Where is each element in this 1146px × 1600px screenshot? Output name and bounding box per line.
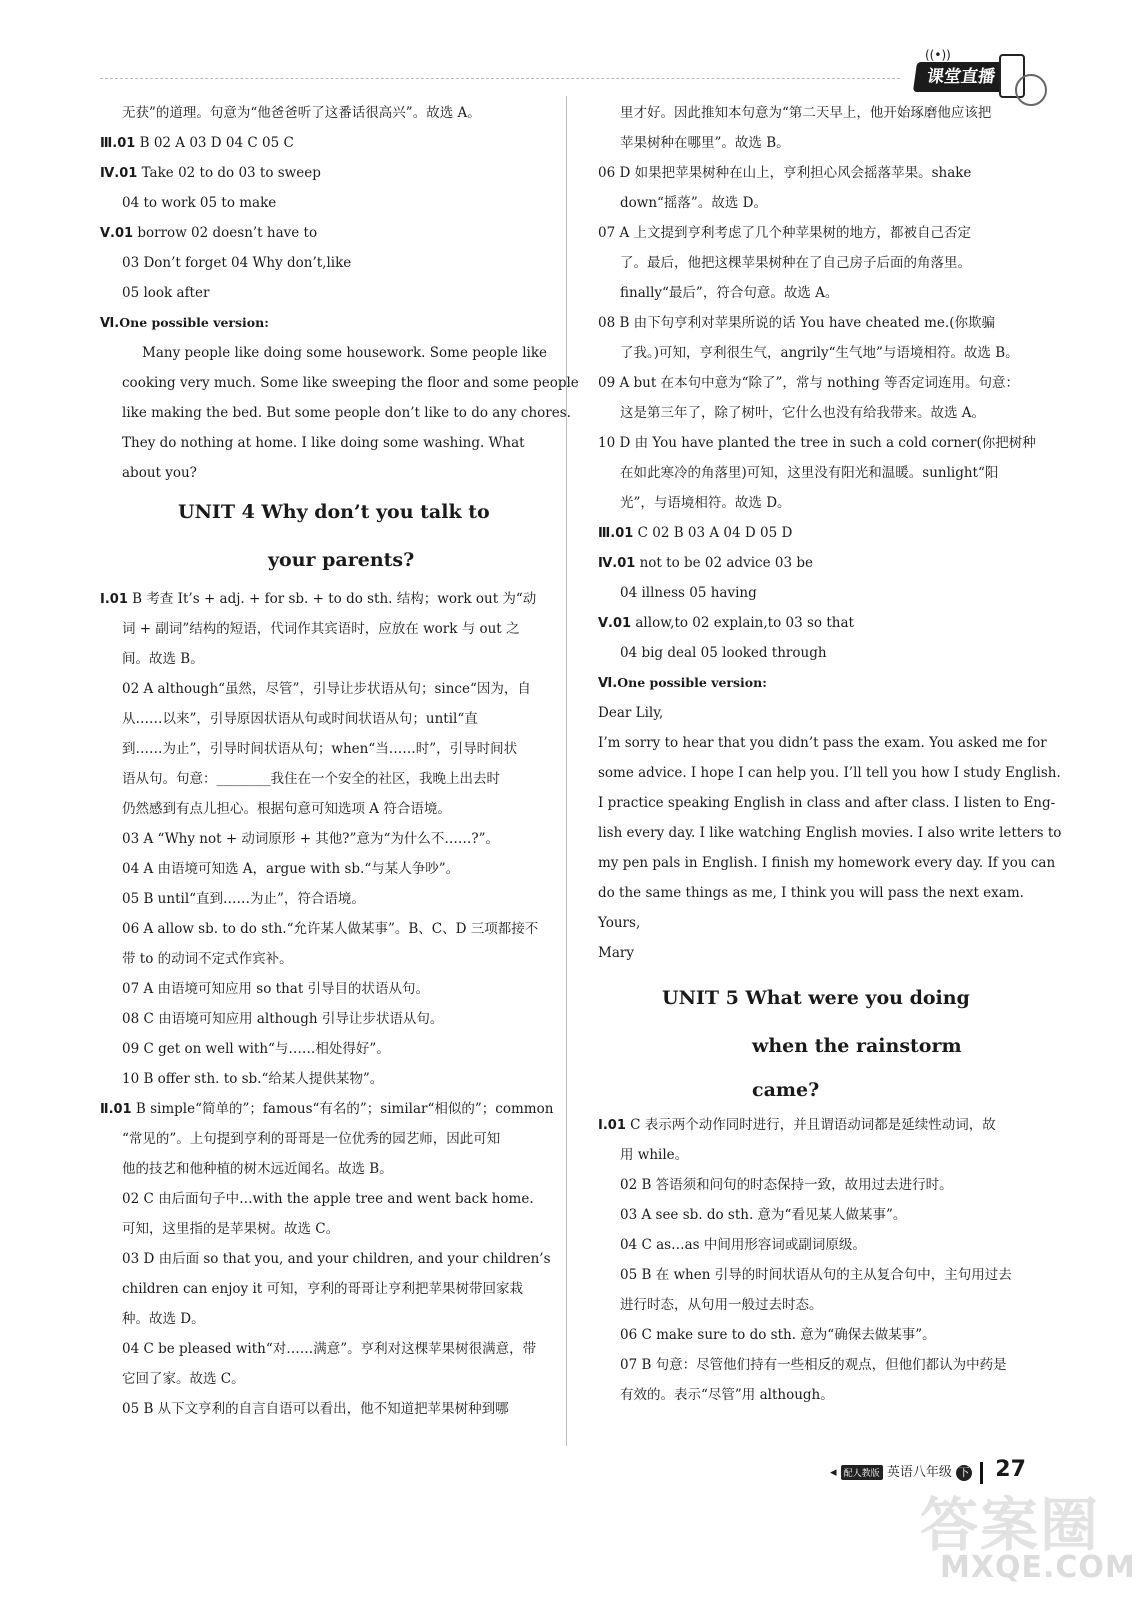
right-line [598,578,1038,608]
left-column [100,98,579,1424]
left-line [100,1064,560,1094]
line-text: 05 B 在 when 引导的时间状语从句的主从复合句中，主句用过去 [620,1267,1012,1283]
line-text: 07 A 由语境可知应用 so that 引导目的状语从句。 [122,981,430,997]
left-line [100,1394,560,1424]
question-label: Ⅰ.01 [100,592,128,607]
question-label: Ⅴ.01 [100,226,134,241]
left-line [100,188,560,218]
line-text: I’m sorry to hear that you didn’t pass the exam. You asked me for [598,735,1047,751]
left-line [100,1214,560,1244]
signal-icon: ((•)) [925,48,951,62]
question-label: Ⅵ. [100,316,120,331]
left-line [100,794,560,824]
line-text: I practice speaking English in class and after class. I listen to Eng- [598,795,1056,811]
line-text: borrow 02 doesn’t have to [133,225,318,241]
right-line [598,158,1038,188]
line-text: 05 B until“直到……为止”，符合语境。 [122,891,365,907]
right-line [598,218,1038,248]
line-text: 08 C 由语境可知应用 although 引导让步状语从句。 [122,1011,444,1027]
line-text: 有效的。表示“尽管”用 although。 [620,1387,834,1403]
right-line [598,458,1038,488]
line-text: Take 02 to do 03 to sweep [137,165,321,181]
line-text: 07 A 上文提到亨利考虑了几个种苹果树的地方，都被自己否定 [598,225,972,241]
line-text: 里才好。因此推知本句意为“第二天早上，他开始琢磨他应该把 [620,105,992,121]
line-text: 04 illness 05 having [620,585,757,601]
line-text: Many people like doing some housework. Some people like [142,345,548,361]
line-text: B simple“简单的”；famous“有名的”；similar“相似的”；common [131,1101,554,1117]
line-text: lish every day. I like watching English movies. I also write letters to [598,825,1062,841]
line-text: 02 A although“虽然，尽管”，引导让步状语从句；since“因为，自 [122,681,531,697]
right-line [598,248,1038,278]
left-line [100,1124,560,1154]
line-text: 光”，与语境相符。故选 D。 [620,495,791,511]
header-dashed-line [100,78,900,79]
left-line [100,398,571,428]
left-line [100,914,560,944]
line-text: 03 A “Why not + 动词原形 + 其他?”意为“为什么不……?”。 [122,831,499,847]
line-text: 08 B 由下句亨利对苹果所说的话 You have cheated me.(你欺骗 [598,315,995,331]
line-text: One possible version: [119,315,269,330]
line-text: 仍然感到有点儿担心。根据句意可知选项 A 符合语境。 [122,801,451,817]
question-label: Ⅲ.01 [598,526,634,541]
right-line [598,1320,1038,1350]
left-line [100,428,560,458]
left-line [100,1004,560,1034]
right-line [598,878,1038,908]
line-text: 带 to 的动词不定式作宾补。 [122,951,293,967]
line-text: 04 C as…as 中间用形容词或副词原级。 [620,1237,866,1253]
question-label: Ⅳ.01 [598,556,636,571]
edition-tag: 配人教版 [841,1465,883,1480]
line-text: 这是第三年了，除了树叶，它什么也没有给我带来。故选 A。 [620,405,986,421]
page-number: 27 [995,1457,1026,1482]
question-label: Ⅳ.01 [100,166,138,181]
right-column [598,98,1062,1410]
line-text: 04 to work 05 to make [122,195,277,211]
watermark-url: MXQE.COM [940,1550,1136,1585]
line-text: 种。故选 D。 [122,1311,205,1327]
left-line [100,1304,560,1334]
line-text: 09 C get on well with“与……相处得好”。 [122,1041,390,1057]
left-line [100,458,560,488]
line-text: C 02 B 03 A 04 D 05 D [633,525,793,541]
left-line [100,338,560,368]
watermark-logo: 答案圈 [920,1491,1101,1559]
question-label: Ⅱ.01 [100,1102,132,1117]
right-line [598,1200,1038,1230]
left-line [100,734,560,764]
unit5-title-line2: when the rainstorm [752,1035,962,1057]
line-text: B 考查 It’s + adj. + for sb. + to do sth. 结构；work out 为“动 [127,591,537,607]
left-line [100,218,560,248]
line-text: 06 D 如果把苹果树种在山上，亨利担心风会摇落苹果。shake [598,165,972,181]
line-text: 可知，这里指的是苹果树。故选 C。 [122,1221,340,1237]
line-text: children can enjoy it 可知，亨利的哥哥让亨利把苹果树带回家栽 [122,1281,524,1297]
line-text: not to be 02 advice 03 be [635,555,813,571]
left-line [100,278,560,308]
line-text: 到……为止”，引导时间状语从句；when“当……时”，引导时间状 [122,741,518,757]
left-line [100,368,579,398]
right-line [598,1260,1038,1290]
left-line [100,158,560,188]
question-label: Ⅵ. [598,676,618,691]
left-line [100,128,560,158]
line-text: 02 B 答语须和问句的时态保持一致，故用过去进行时。 [620,1177,953,1193]
line-text: “常见的”。上句提到亨利的哥哥是一位优秀的园艺师，因此可知 [122,1131,501,1147]
line-text: Mary [598,945,634,961]
left-line [100,1364,560,1394]
line-text: 03 A see sb. do sth. 意为“看见某人做某事”。 [620,1207,907,1223]
right-line [598,698,1038,728]
left-line [100,1184,560,1214]
left-line [100,614,560,644]
question-label: Ⅴ.01 [598,616,632,631]
left-line [100,854,560,884]
right-line [598,548,1038,578]
right-line [598,308,1038,338]
right-line [598,278,1038,308]
right-line [598,1140,1038,1170]
line-text: They do nothing at home. I like doing some washing. What [122,435,525,451]
line-text: 05 look after [122,285,210,301]
question-label: Ⅰ.01 [598,1118,626,1133]
line-text: 用 while。 [620,1147,689,1163]
line-text: cooking very much. Some like sweeping the floor and some people [122,375,579,391]
left-line [100,974,560,1004]
right-line [598,368,1038,398]
line-text: 05 B 从下文亨利的自言自语可以看出，他不知道把苹果树种到哪 [122,1401,509,1417]
line-text: 06 C make sure to do sth. 意为“确保去做某事”。 [620,1327,936,1343]
line-text: 苹果树种在哪里”。故选 B。 [620,135,790,151]
right-line [598,338,1038,368]
left-line [100,704,560,734]
line-text: 了。最后，他把这棵苹果树种在了自己房子后面的角落里。 [620,255,971,271]
right-line [598,788,1056,818]
line-text: 09 A but 在本句中意为“除了”，常与 nothing 等否定词连用。句意： [598,375,1020,391]
left-line [100,824,560,854]
line-text: 间。故选 B。 [122,651,204,667]
left-line [100,884,560,914]
line-text: 他的技艺和他种植的树木远近闻名。故选 B。 [122,1161,393,1177]
right-line [598,608,1038,638]
right-line [598,98,1038,128]
right-line [598,128,1038,158]
left-line [100,764,560,794]
left-line [100,1274,560,1304]
line-text: finally“最后”，符合句意。故选 A。 [620,285,839,301]
line-text: like making the bed. But some people don’t like to do any chores. [122,405,571,421]
term-badge: 下 [956,1465,972,1481]
unit5-title-line3: came? [752,1079,820,1101]
line-text: B 02 A 03 D 04 C 05 C [135,135,294,151]
right-line [598,638,1038,668]
left-line [100,248,560,278]
line-text: allow,to 02 explain,to 03 so that [631,615,854,631]
right-line [598,1110,1038,1140]
unit4-title-line2: your parents? [268,549,415,571]
line-text: 03 D 由后面 so that you, and your children, and your children’s [122,1251,551,1267]
line-text: 在如此寒冷的角落里)可知，这里没有阳光和温暖。sunlight“阳 [620,465,999,481]
line-text: 10 D 由 You have planted the tree in such a cold corner(你把树种 [598,435,1036,451]
line-text: 语从句。句意：________我住在一个安全的社区，我晚上出去时 [122,771,500,787]
right-line [598,818,1062,848]
line-text: One possible version: [617,675,767,690]
right-line [598,728,1047,758]
left-line [100,1094,560,1124]
left-line [100,944,560,974]
line-text: 词 + 副词”结构的短语，代词作其宾语时，应放在 work 与 out 之 [122,621,520,637]
left-line [100,674,560,704]
right-line [598,518,1038,548]
line-text: 07 B 句意：尽管他们持有一些相反的观点，但他们都认为中药是 [620,1357,1007,1373]
unit4-title-line1: UNIT 4 Why don’t you talk to [178,501,490,523]
line-text: Yours, [598,915,641,931]
left-line [100,1034,560,1064]
left-line [100,98,560,128]
line-text: my pen pals in English. I finish my homework every day. If you can [598,855,1056,871]
right-line [598,428,1038,458]
right-line [598,1380,1038,1410]
line-text: 04 big deal 05 looked through [620,645,827,661]
right-line [598,1230,1038,1260]
left-line [100,1154,560,1184]
line-text: down“摇落”。故选 D。 [620,195,767,211]
line-text: 10 B offer sth. to sb.“给某人提供某物”。 [122,1071,384,1087]
right-line [598,188,1038,218]
left-line [100,308,560,338]
right-line [598,398,1038,428]
line-text: 无获”的道理。句意为“他爸爸听了这番话很高兴”。故选 A。 [122,105,481,121]
line-text: about you? [122,465,197,481]
right-line [598,1170,1038,1200]
left-line [100,1334,560,1364]
line-text: Dear Lily, [598,705,664,721]
line-text: 它回了家。故选 C。 [122,1371,245,1387]
right-line [598,758,1061,788]
right-line [598,1290,1038,1320]
arrow-left-icon: ◂ [830,1465,837,1480]
line-text: 了我。)可知，亨利很生气，angrily“生气地”与语境相符。故选 B。 [620,345,1019,361]
column-divider [566,96,567,1446]
right-line [598,488,1038,518]
watermark [920,1478,1140,1593]
right-line [598,908,1038,938]
subject-label: 英语八年级 [886,1465,952,1480]
left-line [100,1244,560,1274]
right-line [598,1350,1038,1380]
line-text: 从……以来”，引导原因状语从句或时间状语从句；until“直 [122,711,478,727]
unit5-title-line1: UNIT 5 What were you doing [662,987,970,1009]
right-line [598,668,1038,698]
line-text: 06 A allow sb. to do sth.“允许某人做某事”。B、C、D 三项都接不 [122,921,539,937]
question-label: Ⅲ.01 [100,136,136,151]
left-line [100,644,560,674]
logo-text: 课堂直播 [913,62,1009,92]
left-line [100,584,560,614]
line-text: 04 A 由语境可知选 A，argue with sb.“与某人争吵”。 [122,861,460,877]
line-text: 04 C be pleased with“对……满意”。亨利对这棵苹果树很满意，带 [122,1341,537,1357]
line-text: do the same things as me, I think you will pass the next exam. [598,885,1024,901]
line-text: 02 C 由后面句子中…with the apple tree and went back home. [122,1191,534,1207]
line-text: C 表示两个动作同时进行，并且谓语动词都是延续性动词，故 [625,1117,996,1133]
line-text: 03 Don’t forget 04 Why don’t,like [122,255,352,271]
right-line [598,938,1038,968]
right-line [598,848,1056,878]
line-text: some advice. I hope I can help you. I’ll tell you how I study English. [598,765,1061,781]
line-text: 进行时态，从句用一般过去时态。 [620,1297,823,1313]
